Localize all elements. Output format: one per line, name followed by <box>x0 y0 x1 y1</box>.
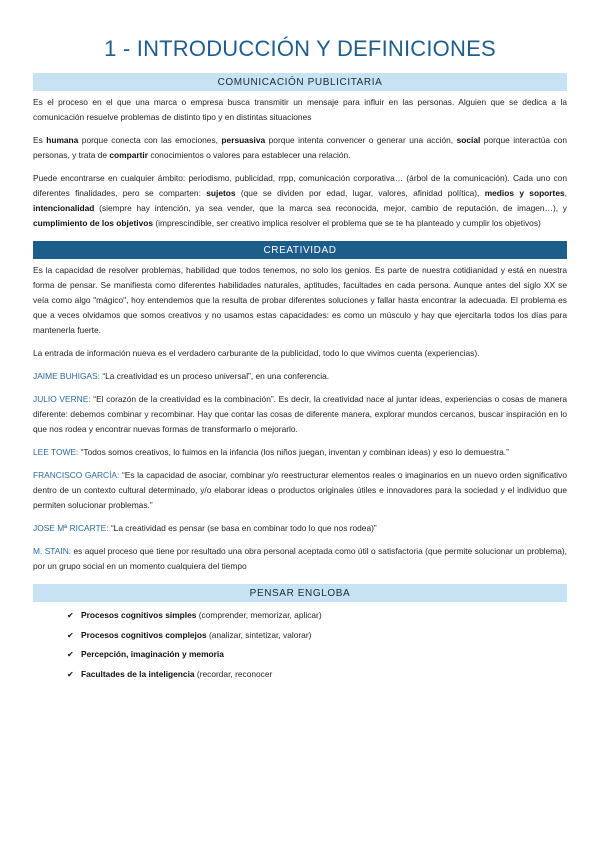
text-run: (imprescindible, ser creativo implica resolver el problema que se te ha planteado y cumplir los objetivos) <box>153 218 541 228</box>
paragraph-creatividad-informacion: La entrada de información nueva es el verdadero carburante de la publicidad, todo lo que vivimos cuenta (experiencias). <box>33 348 480 358</box>
paragraph-comunicacion-ambitos <box>33 171 567 231</box>
check-icon: ✔ <box>67 650 74 659</box>
section-heading-comunicacion: COMUNICACIÓN PUBLICITARIA <box>33 73 567 91</box>
quote-text: “La creatividad es pensar (se basa en combinar todo lo que nos rodea)” <box>108 523 377 533</box>
quote-paragraph <box>33 369 567 384</box>
check-icon: ✔ <box>67 630 74 640</box>
quote-paragraph <box>33 544 567 574</box>
bold-term: compartir <box>109 150 148 160</box>
paragraph-comunicacion-definition: Es el proceso en el que una marca o empresa busca transmitir un mensaje para influir en las personas. Alguien que se dedica a la comunicación resuelve problemas de distinto tipo y en distintas situaciones <box>33 97 567 122</box>
text-run: porque intenta convencer o generar una acción, <box>265 135 457 145</box>
text-run: (siempre hay intención, ya sea vender, que la marca sea reconocida, mejor, cambio de reputación, de imagen…), y <box>94 203 567 213</box>
quote-paragraph <box>33 468 567 513</box>
quote-paragraph <box>33 392 567 437</box>
list-item-detail: (recordar, reconocer <box>194 668 273 679</box>
list-item-term: Procesos cognitivos complejos <box>81 629 207 640</box>
list-item-term: Procesos cognitivos simples <box>81 610 197 620</box>
quote-text: “Es la capacidad de asociar, combinar y/o reestructurar elementos reales o imaginarios en un nuevo orden significativo dentro de un contexto cultural determinado, y/o elaborar ideas o productos originales útiles e innovadores para la sociedad y el individuo que permiten solucionar problemas.” <box>33 470 567 510</box>
section-heading-pensar: PENSAR ENGLOBA <box>33 584 567 602</box>
list-item-term: Facultades de la inteligencia <box>81 668 195 679</box>
quote-author: M. STAIN: <box>33 546 72 556</box>
text-run: porque interactúa con personas, y trata de <box>33 135 567 160</box>
quote-author: FRANCISCO GARCÍA: <box>33 470 120 480</box>
checklist <box>33 606 567 684</box>
quote-text: “El corazón de la creatividad es la combinación”. Es decir, la creatividad nace al juntar ideas, experiencias o cosas de manera diferente: debemos combinar y recombinar. Hay que contar las cosas de diferente manera, explorar mundos cercanos, buscar inspiración en lo que nos rodea y encontrar nuevas formas de transformarlo o mejorarlo. <box>33 394 567 434</box>
bold-term: humana <box>46 135 79 145</box>
list-item-detail: (comprender, memorizar, aplicar) <box>196 610 322 620</box>
bold-term: intencionalidad <box>33 203 95 213</box>
list-item-term: Percepción, imaginación y memoria <box>81 649 224 659</box>
quote-author: JOSE Mª RICARTE: <box>33 523 109 533</box>
list-item-detail: (analizar, sintetizar, valorar) <box>206 629 312 640</box>
text-run: Es <box>33 135 47 145</box>
quote-author: LEE TOWE: <box>33 447 79 457</box>
text-run: porque conecta con las emociones, <box>78 135 222 145</box>
quote-paragraph <box>33 521 567 536</box>
paragraph-creatividad-definition: Es la capacidad de resolver problemas, habilidad que todos tenemos, no solo los genios. Es parte de nuestra cotidianidad y está en nuestra forma de pensar. Se manifiesta como diferentes habilidades naturales, aptitudes, facultades en cada persona. Aunque antes del siglo XX se veía como algo "mágico", hoy entendemos que la resulta de probar diferentes soluciones y fallar hasta encontrar la adecuada. El problema es que a veces olvidamos que somos creativos y no usamos estas capacidades: es como un músculo y hay que ejercitarla todos los días para mantenerla fuerte. <box>33 265 567 335</box>
bold-term: sujetos <box>206 188 236 198</box>
quote-author: JULIO VERNE: <box>33 394 91 404</box>
bold-term: medios y soportes <box>484 188 565 198</box>
quote-text: es aquel proceso que tiene por resultado una obra personal aceptada como útil o satisfactoria (que permite solucionar un problema), por un grupo social en un momento cualquiera del tiempo <box>33 546 568 571</box>
list-item <box>67 626 567 646</box>
check-icon: ✔ <box>67 611 74 620</box>
bold-term: persuasiva <box>221 135 266 145</box>
list-item <box>67 606 567 626</box>
list-item <box>67 645 567 665</box>
bold-term: cumplimiento de los objetivos <box>33 218 154 228</box>
text-run: Puede encontrarse en cualquier ámbito: periodismo, publicidad, rrpp, comunicación corporativa… (árbol de la comunicación). Cada uno con diferentes finalidades, pero se comparten: <box>33 173 567 198</box>
quote-author: JAIME BUHIGAS: <box>33 371 101 381</box>
check-icon: ✔ <box>67 669 74 679</box>
text-run: conocimientos o valores para establecer una relación. <box>148 150 351 160</box>
text-run: (que se dividen por edad, lugar, valores, afinidad política), <box>235 188 485 198</box>
text-run: , <box>564 188 567 198</box>
paragraph-comunicacion-traits <box>33 133 567 163</box>
list-item <box>67 665 567 685</box>
section-heading-creatividad: CREATIVIDAD <box>33 241 567 259</box>
quote-paragraph <box>33 445 567 460</box>
bold-term: social <box>456 135 481 145</box>
quote-text: “La creatividad es un proceso universal”, en una conferencia. <box>100 371 330 381</box>
page-title: 1 - INTRODUCCIÓN Y DEFINICIONES <box>104 36 496 61</box>
quote-text: “Todos somos creativos, lo fuimos en la infancia (los niños juegan, inventan y combinan ideas) y eso lo demuestra.” <box>78 447 509 457</box>
